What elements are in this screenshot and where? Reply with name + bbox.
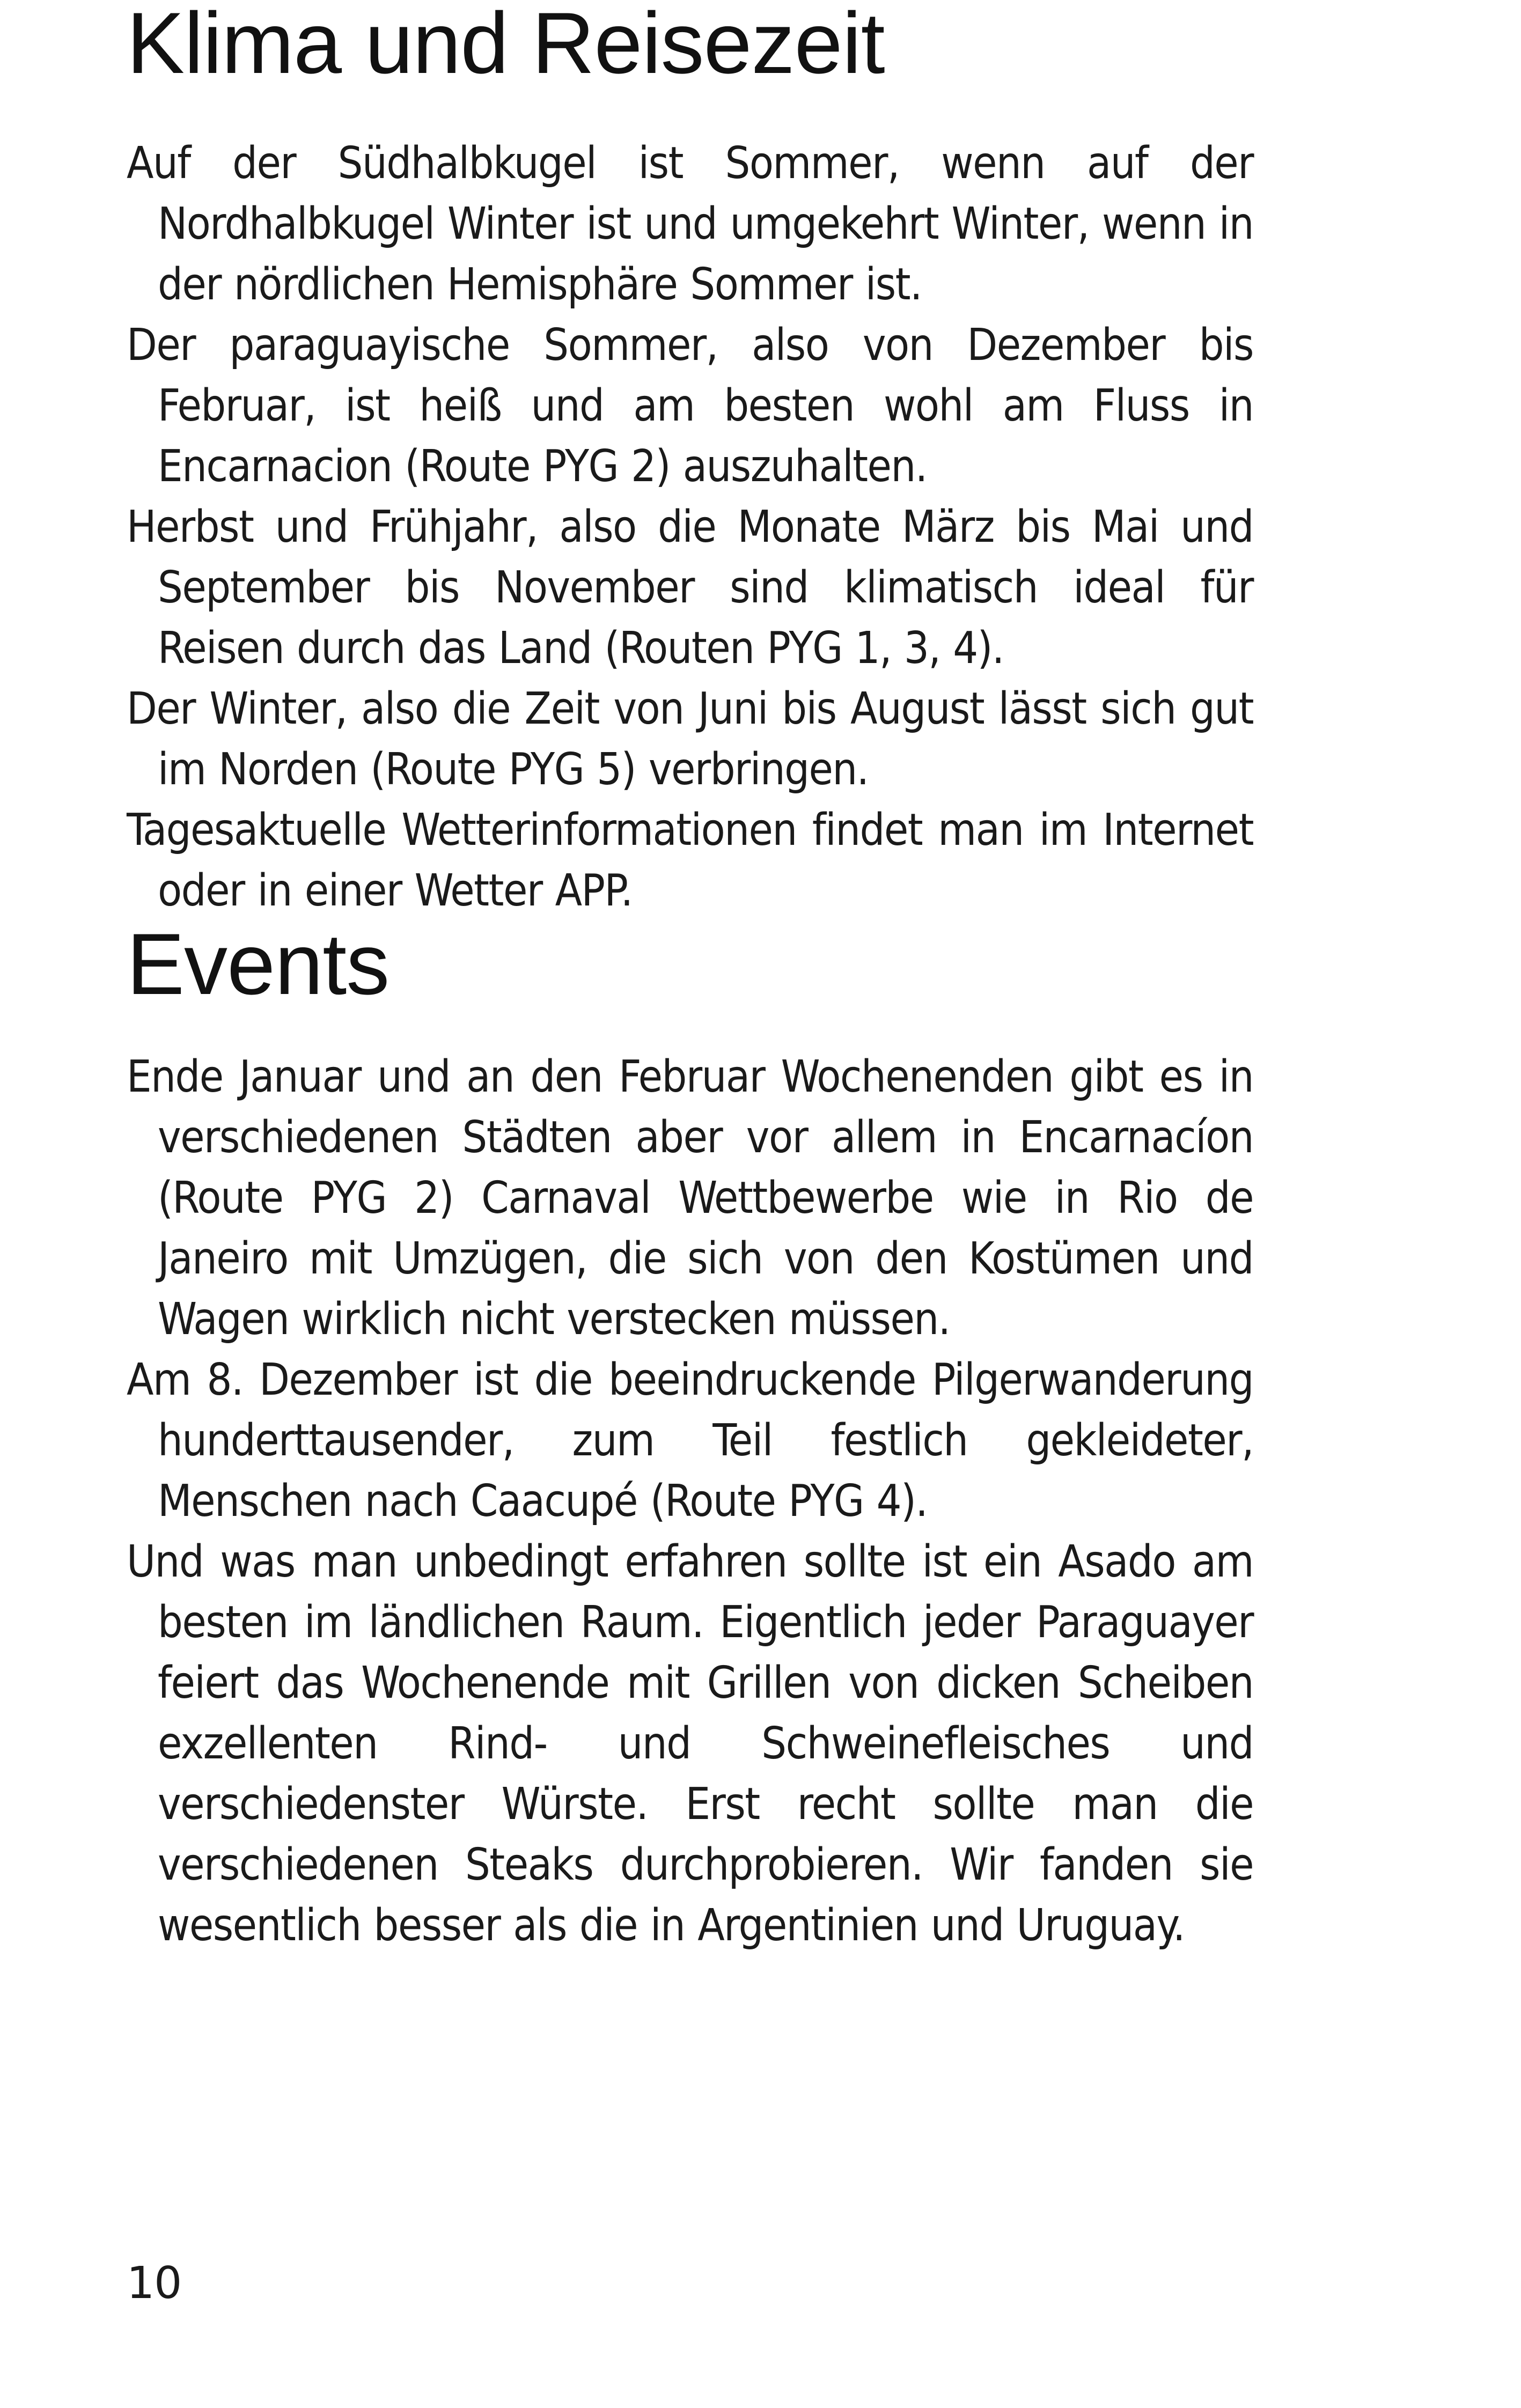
paragraph: Auf der Südhalbkugel ist Sommer, wenn auf der Nordhalbkugel Winter ist und umgekehrt Winter, wenn in der nördlichen Hemisphäre Sommer ist. bbox=[127, 138, 1253, 310]
section-body-klima bbox=[127, 133, 1253, 921]
paragraph: Tagesaktuelle Wetterinformationen findet man im Internet oder in einer Wetter APP. bbox=[127, 805, 1253, 916]
page-number: 10 bbox=[127, 2258, 182, 2309]
section-body-events bbox=[127, 1047, 1253, 1956]
paragraph: Am 8. Dezember ist die beeindruckende Pilgerwanderung hunderttausender, zum Teil festlich gekleideter, Menschen nach Caacupé (Route PYG 4). bbox=[127, 1354, 1253, 1527]
paragraph: Herbst und Frühjahr, also die Monate März bis Mai und September bis November sind klimatisch ideal für Reisen durch das Land (Routen PYG 1, 3, 4). bbox=[127, 502, 1253, 674]
paragraph: Und was man unbedingt erfahren sollte ist ein Asado am besten im ländlichen Raum. Eigentlich jeder Paraguayer feiert das Wochenende mit Grillen von dicken Scheiben exzellenten Rind- und Schweinefleisches und verschiedenster Würste. Erst recht sollte man die verschiedenen Steaks durchprobieren. Wir fanden sie wesentlich besser als die in Argentinien und Uruguay. bbox=[127, 1536, 1253, 1951]
book-page bbox=[127, 0, 1253, 1956]
section-heading-events: Events bbox=[127, 916, 390, 1013]
paragraph: Der Winter, also die Zeit von Juni bis August lässt sich gut im Norden (Route PYG 5) verbringen. bbox=[127, 683, 1253, 795]
paragraph: Ende Januar und an den Februar Wochenenden gibt es in verschiedenen Städten aber vor allem in Encarnacíon (Route PYG 2) Carnaval Wettbewerbe wie in Rio de Janeiro mit Umzügen, die sich von den Kostümen und Wagen wirklich nicht verstecken müssen. bbox=[127, 1051, 1253, 1345]
paragraph: Der paraguayische Sommer, also von Dezember bis Februar, ist heiß und am besten wohl am Fluss in Encarnacion (Route PYG 2) auszuhalten. bbox=[127, 320, 1253, 492]
section-heading-klima: Klima und Reisezeit bbox=[127, 0, 885, 92]
